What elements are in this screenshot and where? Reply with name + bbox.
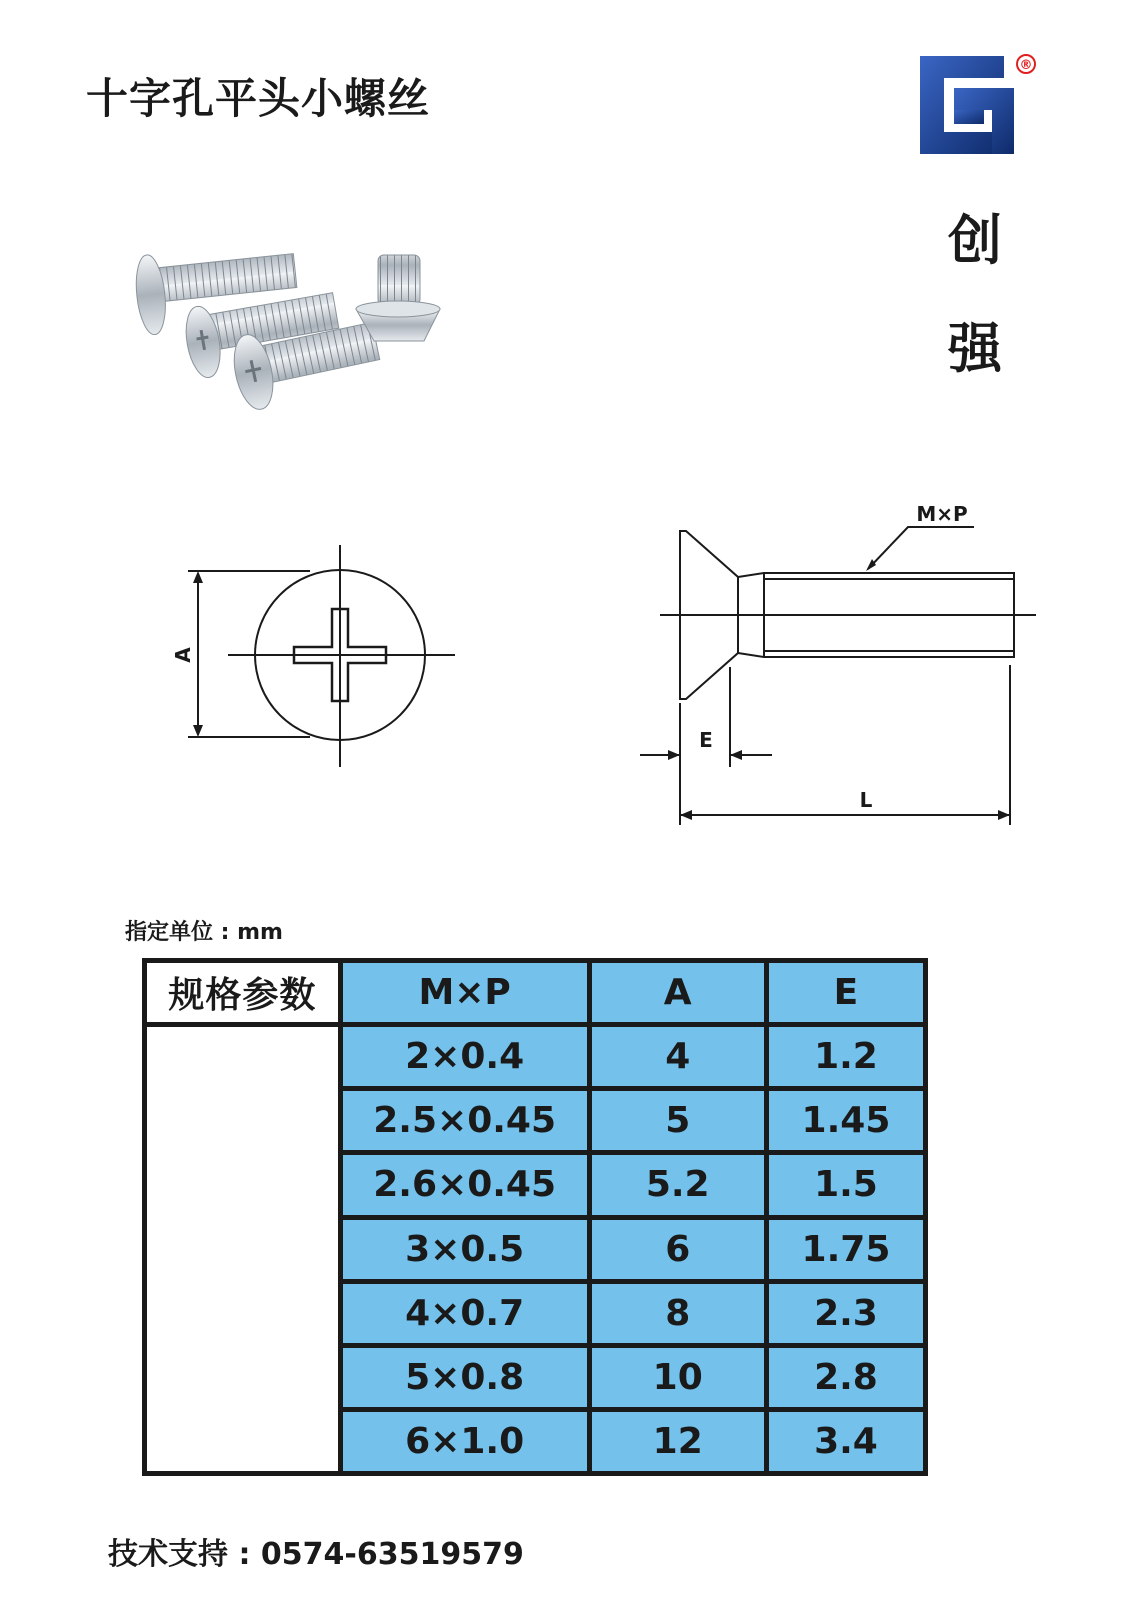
- header-a: A: [589, 961, 766, 1025]
- registered-mark: ®: [1019, 58, 1033, 73]
- cell-mp: 5×0.8: [340, 1345, 589, 1409]
- brand-char-2: 强: [948, 317, 1002, 380]
- cell-mp: 6×1.0: [340, 1409, 589, 1473]
- cell-a: 12: [589, 1409, 766, 1473]
- cell-a: 5: [589, 1089, 766, 1153]
- cell-mp: 4×0.7: [340, 1281, 589, 1345]
- cell-e: 3.4: [766, 1409, 925, 1473]
- cell-e: 2.3: [766, 1281, 925, 1345]
- page-title: 十字孔平头小螺丝: [86, 74, 431, 123]
- dim-label-mp: M×P: [916, 505, 968, 526]
- cell-e: 1.2: [766, 1025, 925, 1089]
- product-photo: [128, 245, 458, 425]
- cell-mp: 3×0.5: [340, 1217, 589, 1281]
- cell-mp: 2.5×0.45: [340, 1089, 589, 1153]
- cell-a: 10: [589, 1345, 766, 1409]
- side-view-drawing: [640, 505, 1070, 845]
- cell-a: 5.2: [589, 1153, 766, 1217]
- cell-mp: 2.6×0.45: [340, 1153, 589, 1217]
- table-row: [145, 1025, 926, 1089]
- cell-a: 8: [589, 1281, 766, 1345]
- unit-note: 指定单位 : mm: [125, 920, 283, 945]
- cell-e: 2.8: [766, 1345, 925, 1409]
- table-corner-label: 规格参数: [145, 961, 341, 1025]
- tech-support-footer: 技术支持 : 0574-63519579: [108, 1537, 524, 1572]
- cell-e: 1.5: [766, 1153, 925, 1217]
- cell-mp: 2×0.4: [340, 1025, 589, 1089]
- company-logo: [918, 50, 1038, 162]
- cell-a: 6: [589, 1217, 766, 1281]
- cell-a: 4: [589, 1025, 766, 1089]
- spec-table: [142, 958, 928, 1476]
- dim-label-e: E: [699, 728, 713, 752]
- top-view-drawing: [170, 545, 470, 785]
- dim-label-l: L: [859, 788, 873, 812]
- cell-e: 1.45: [766, 1089, 925, 1153]
- header-mp: M×P: [340, 961, 589, 1025]
- table-left-blank: [145, 1025, 341, 1474]
- table-header-row: [145, 961, 926, 1025]
- header-e: E: [766, 961, 925, 1025]
- dim-label-a: A: [171, 647, 195, 663]
- cell-e: 1.75: [766, 1217, 925, 1281]
- brand-char-1: 创: [948, 209, 1002, 272]
